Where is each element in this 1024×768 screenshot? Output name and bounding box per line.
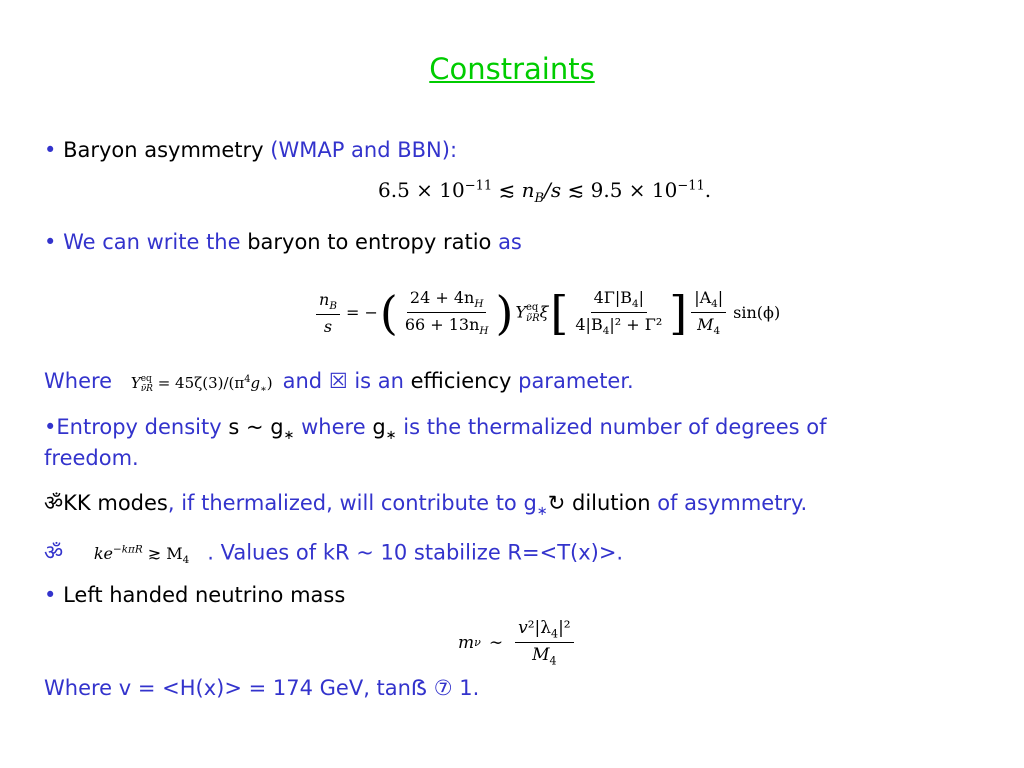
bullet-baryon-entropy-ratio: • We can write the baryon to entropy ratio as [44, 230, 522, 254]
bullet-baryon-asymmetry [44, 135, 457, 165]
where-efficiency-line: Where Y eq ν̃R = $45\zeta(3)/(\pi^4g_∗)$ and ☒ is an efficiency parameter. [44, 369, 634, 395]
baryon-asymmetry-text: Baryon asymmetry [56, 138, 271, 162]
om-icon: ॐ [44, 540, 64, 565]
title-text: Constraints [429, 52, 595, 86]
kk-modes-line: ॐKK modes, if thermalized, will contribute to $g_∗↻$ dilution of asymmetry. [44, 491, 808, 520]
where-text: Where [44, 369, 113, 393]
nb-over-s: $\frac{n_B}{s}$ [316, 290, 340, 336]
om-icon: ॐ [44, 491, 64, 515]
we-can-write-text: We can write the [63, 230, 248, 254]
efficiency-text: efficiency [410, 369, 512, 393]
wmap-bbn-text: (WMAP and BBN): [270, 138, 458, 162]
entropy-density-line: •Entropy density s ~ $g_∗$ where $g_∗$ is the thermalized number of degrees of [44, 415, 827, 444]
nh-fraction: $\frac{24 + 4n_H}{66 + 13n_H}$ [404, 288, 489, 338]
equation-asymmetry-bounds: $6.5 \times 10^{-11}$ ≲ $n_B/s$ ≲ $9.5 \times 10^{-11}$. [378, 178, 712, 206]
equation-neutrino-mass: m ν ∼ $\frac{v^2|\lambda_4|^2}{M_4}$ [458, 618, 578, 668]
page-title [0, 52, 1024, 86]
a4-fraction: $\frac{|A_4|}{M_4}$ [691, 288, 726, 337]
bullet: • [44, 138, 57, 162]
b4-fraction: $\frac{4\Gamma|B_4|}{4|B_4|^2 + \Gamma^2}$ [575, 288, 663, 338]
freedom-text: freedom. [44, 446, 139, 470]
equation-baryon-entropy: $\frac{n_B}{s}$ = − ( $\frac{24 + 4n_H}{66 + 13n_H}$ ) Y eq ν̃R ξ [ $\frac{4\Gamma|B_4|}{4|B_4|^2 + \Gamma^2}$ ] $\frac{|A_4|}{M_4}$ sin(ϕ) [312, 288, 780, 337]
beta-icon: ẞ [410, 676, 428, 700]
ke-formula: $ke^{-k\pi R}$ ≳ $M_4$ [93, 544, 190, 567]
baryon-entropy-ratio-text: baryon to entropy ratio [247, 230, 492, 254]
kr-stabilize-line: ॐ $ke^{-k\pi R}$ ≳ $M_4$ . Values of kR ~ 10 stabilize R=<T(x)>. [44, 540, 624, 567]
arrow-icon: ↻ [547, 491, 566, 515]
left-handed-neutrino-line: • Left handed neutrino mass [44, 583, 346, 607]
y-eq-formula: Y eq ν̃R = $45\zeta(3)/(\pi^4g_∗)$ [130, 374, 273, 395]
where-v-line: Where v = <H(x)> = 174 GeV, tanẞ ⑦ 1. [44, 676, 480, 700]
boxed-x-icon: ☒ [328, 369, 348, 393]
